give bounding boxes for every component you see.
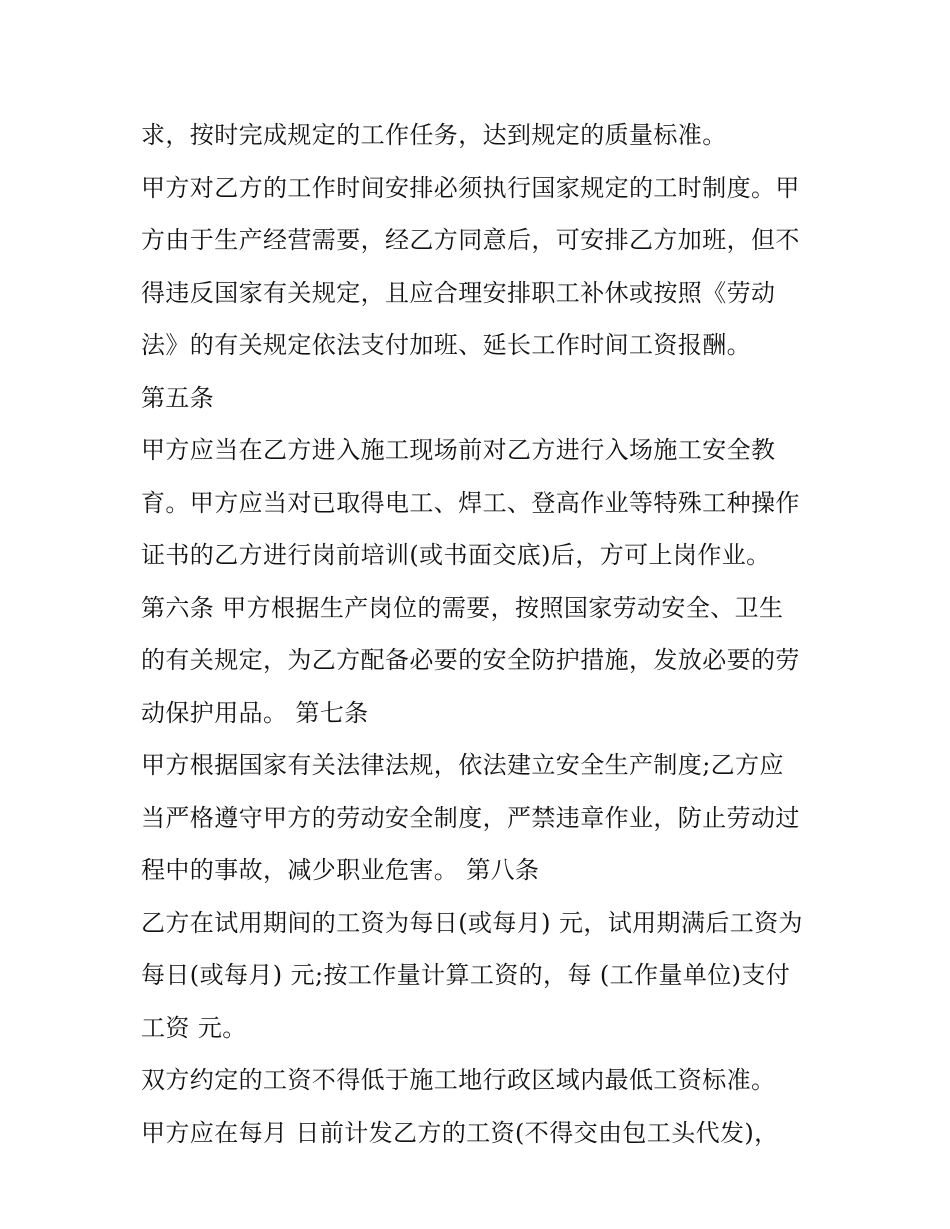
text-line-14: 当严格遵守甲方的劳动安全制度，严禁违章作业，防止劳动过 bbox=[141, 803, 800, 832]
text-line-12: 动保护用品。 第七条 bbox=[141, 698, 369, 727]
text-line-8: 育。甲方应当对已取得电工、焊工、登高作业等特殊工种操作 bbox=[141, 488, 800, 517]
text-line-3: 方由于生产经营需要，经乙方同意后，可安排乙方加班，但不 bbox=[141, 226, 800, 254]
text-line-16: 乙方在试用期间的工资为每日(或每月) 元，试用期满后工资为 bbox=[141, 908, 803, 937]
text-line-15: 程中的事故，减少职业危害。 第八条 bbox=[141, 856, 540, 884]
text-line-17: 每日(或每月) 元;按工作量计算工资的，每 (工作量单位)支付 bbox=[141, 961, 791, 989]
text-line-1: 求，按时完成规定的工作任务，达到规定的质量标准。 bbox=[141, 121, 727, 149]
text-line-5: 法》的有关规定依法支付加班、延长工作时间工资报酬。 bbox=[141, 331, 751, 359]
article-heading-5: 第五条 bbox=[141, 383, 215, 412]
text-line-20: 甲方应在每月 日前计发乙方的工资(不得交由包工头代发)， bbox=[141, 1118, 779, 1147]
text-line-13: 甲方根据国家有关法律法规，依法建立安全生产制度;乙方应 bbox=[141, 751, 784, 779]
text-line-11: 的有关规定，为乙方配备必要的安全防护措施，发放必要的劳 bbox=[141, 646, 800, 674]
text-line-9: 证书的乙方进行岗前培训(或书面交底)后，方可上岗作业。 bbox=[141, 541, 771, 569]
text-line-10: 第六条 甲方根据生产岗位的需要，按照国家劳动安全、卫生 bbox=[141, 593, 784, 622]
text-line-4: 得违反国家有关规定，且应合理安排职工补休或按照《劳动 bbox=[141, 278, 776, 307]
text-line-19: 双方约定的工资不得低于施工地行政区域内最低工资标准。 bbox=[141, 1066, 776, 1094]
text-line-7: 甲方应当在乙方进入施工现场前对乙方进行入场施工安全教 bbox=[141, 436, 776, 464]
document-body bbox=[141, 109, 821, 1159]
text-line-2: 甲方对乙方的工作时间安排必须执行国家规定的工时制度。甲 bbox=[141, 173, 800, 202]
text-line-18: 工资 元。 bbox=[141, 1013, 247, 1042]
